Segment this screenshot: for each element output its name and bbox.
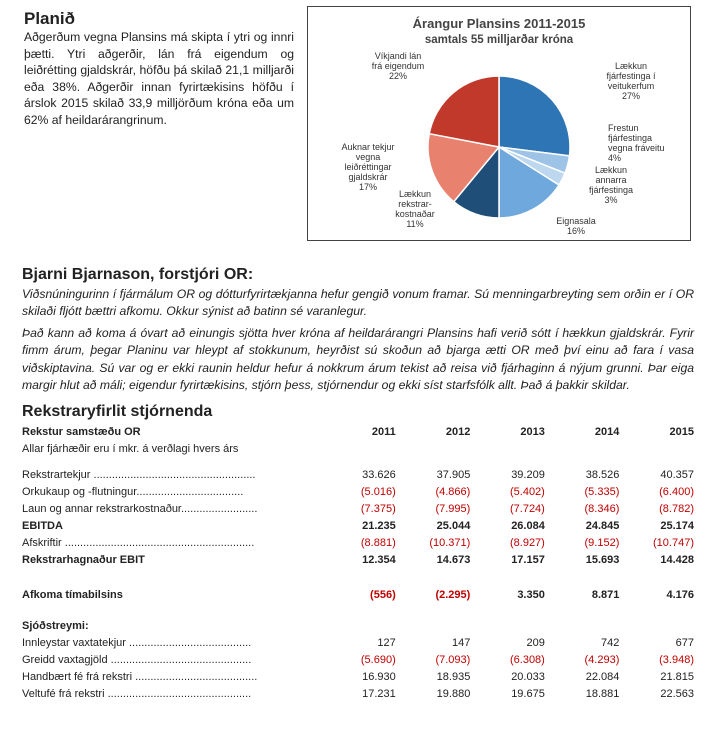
cell-value: 38.526: [585, 468, 620, 481]
cell-value: 25.174: [660, 519, 694, 532]
table-row: [22, 551, 694, 568]
quote-paragraph-1: Viðsnúningurinn í fjármálum OR og dótturfyrirtækjanna hefur gengið vonum framar. Sú menningarbreyting sem orðin er í OR skilaði fljótt bættri afkomu. Okkur sýnist að batinn sé varanlegur.: [22, 287, 694, 319]
quote-heading: Bjarni Bjarnason, forstjóri OR:: [22, 266, 254, 283]
cell-value: 20.033: [511, 670, 545, 683]
row-label: EBITDA: [22, 519, 63, 532]
cell-value: (7.724): [509, 502, 545, 515]
plan-heading: Planið: [24, 9, 76, 28]
cell-value: 14.428: [660, 553, 694, 566]
cash-heading-row: [22, 617, 694, 634]
table-row: [22, 634, 694, 651]
pie-slice-label: Lækkun rekstrar-kostnaðar 11%: [395, 189, 435, 229]
pie-slice-label: Víkjandi lán frá eigendum 22%: [371, 51, 425, 81]
cell-value: (7.995): [435, 502, 471, 515]
row-label: Rekstrarhagnaður EBIT: [22, 553, 145, 566]
cell-value: 40.357: [660, 468, 694, 481]
pie-slice-label: Eignasala 16%: [556, 216, 596, 236]
pie-slice: [499, 76, 570, 156]
pie-chart: [308, 7, 690, 240]
cell-value: 21.235: [362, 519, 396, 532]
year-header: 2015: [669, 425, 694, 438]
cell-value: (6.400): [659, 485, 694, 498]
table-row: [22, 466, 694, 483]
row-label: Afskriftir ..............................................................: [22, 536, 255, 549]
table-heading: Rekstraryfirlit stjórnenda: [22, 403, 213, 420]
cell-value: 15.693: [585, 553, 620, 566]
cell-value: (5.402): [509, 485, 545, 498]
table-row: [22, 517, 694, 534]
pie-slice: [429, 76, 499, 147]
financial-table-container: [22, 423, 694, 702]
cell-value: (9.152): [584, 536, 620, 549]
cell-value: (2.295): [435, 588, 471, 601]
cell-value: 19.880: [436, 687, 471, 700]
cell-value: 25.044: [436, 519, 471, 532]
cell-value: 8.871: [591, 588, 620, 601]
cell-value: (4.293): [584, 653, 620, 666]
table-row-afkoma: [22, 586, 694, 603]
cell-value: 19.675: [511, 687, 545, 700]
cell-value: (4.866): [435, 485, 471, 498]
table-row: [22, 534, 694, 551]
cell-value: 742: [601, 636, 620, 649]
cell-value: (3.948): [659, 653, 694, 666]
cell-value: 22.084: [585, 670, 620, 683]
table-row: [22, 483, 694, 500]
table-header-label: Rekstur samstæðu OR: [22, 425, 141, 438]
table-row: [22, 685, 694, 702]
cell-value: 209: [526, 636, 545, 649]
cell-value: 18.935: [436, 670, 471, 683]
cell-value: 12.354: [362, 553, 396, 566]
pie-slice-label: Lækkun fjárfestinga í veitukerfum 27%: [606, 61, 656, 101]
cell-value: 21.815: [660, 670, 694, 683]
cell-value: (10.371): [429, 536, 471, 549]
cell-value: (6.308): [509, 653, 545, 666]
cell-value: 16.930: [362, 670, 396, 683]
year-header: 2014: [594, 425, 620, 438]
cell-value: 127: [377, 636, 396, 649]
year-header: 2012: [445, 425, 471, 438]
cell-value: 677: [675, 636, 694, 649]
cell-value: 37.905: [436, 468, 471, 481]
row-label: Rekstrartekjur .....................................................: [22, 468, 256, 481]
row-label: Handbært fé frá rekstri ........................................: [22, 670, 258, 683]
cell-value: (5.016): [360, 485, 396, 498]
row-label: Veltufé frá rekstri ...............................................: [22, 687, 252, 700]
cell-value: (7.093): [435, 653, 471, 666]
chart-title: Árangur Plansins 2011-2015: [412, 16, 586, 31]
row-label: Afkoma tímabilsins: [22, 588, 123, 601]
cell-value: 17.157: [511, 553, 545, 566]
table-row: [22, 668, 694, 685]
pie-slice-label: Frestun fjárfestinga vegna fráveitu 4%: [608, 123, 665, 163]
cell-value: (10.747): [653, 536, 694, 549]
cell-value: (8.881): [360, 536, 396, 549]
chart-subtitle: samtals 55 milljarðar króna: [424, 34, 574, 46]
financial-table: [22, 423, 694, 702]
cell-value: 18.881: [585, 687, 620, 700]
row-label: Innleystar vaxtatekjur ........................................: [22, 636, 252, 649]
table-sub-label: Allar fjárhæðir eru í mkr. á verðlagi hvers árs: [22, 442, 239, 455]
cell-value: (7.375): [360, 502, 396, 515]
cell-value: 24.845: [585, 519, 620, 532]
table-header-row: [22, 423, 694, 440]
cell-value: 26.084: [511, 519, 545, 532]
row-label: Orkukaup og -flutningur...................................: [22, 485, 244, 498]
cell-value: (8.927): [509, 536, 545, 549]
cell-value: 14.673: [436, 553, 471, 566]
cell-value: (556): [370, 588, 396, 601]
cell-value: 39.209: [511, 468, 545, 481]
cell-value: 3.350: [517, 588, 545, 601]
row-label: Laun og annar rekstrarkostnaður.........................: [22, 502, 258, 515]
quote-paragraph-2: Það kann að koma á óvart að einungis sjötta hver króna af heildarárangri Plansins hafi verið sótt í hækkun gjaldskrár. Fyrir fimm árum, þegar Planinu var hleypt af stokkunum, heyrðist sú skoðun að bjarga ætti OR með því einu að fara í vasa viðskiptavina. Sú var og er ekki raunin heldur hefur á nokkrum árum tekist að reisa við fjárhaginn á nýjum grunni. Þar eiga margir hlut að máli; eigendur fyrirtækisins, stjórn þess, stjórnendur og ekki síst starfsfólk allt. Það á þakkir skildar.: [22, 326, 694, 393]
pie-slice-label: Auknar tekjur vegna leiðréttingar gjaldskrár 17%: [341, 142, 395, 192]
plan-text: Aðgerðum vegna Plansins má skipta í ytri og innri þætti. Ytri aðgerðir, lán frá eigendum og leiðrétting gjaldskrár, höfðu þá skilað 21,1 milljarði eða 38%. Aðgerðir innan fyrirtækisins höfðu í árslok 2015 skilað 33,9 milljörðum króna eða um 62% af heildarárangrinum.: [24, 30, 294, 127]
table-row: [22, 500, 694, 517]
pie-slice-label: Lækkun annarra fjárfestinga 3%: [588, 165, 634, 205]
cell-value: (5.690): [360, 653, 396, 666]
pie-chart-box: [307, 6, 691, 241]
cell-value: (8.782): [659, 502, 694, 515]
cell-value: (5.335): [584, 485, 620, 498]
cash-heading: Sjóðstreymi:: [22, 619, 89, 632]
table-subheader-row: [22, 440, 694, 457]
year-header: 2013: [520, 425, 545, 438]
cell-value: 147: [451, 636, 471, 649]
cell-value: 4.176: [666, 588, 694, 601]
table-row: [22, 651, 694, 668]
cell-value: 17.231: [362, 687, 396, 700]
row-label: Greidd vaxtagjöld ..............................................: [22, 653, 252, 666]
cell-value: 33.626: [362, 468, 396, 481]
cell-value: 22.563: [660, 687, 694, 700]
cell-value: (8.346): [584, 502, 620, 515]
year-header: 2011: [371, 425, 396, 438]
